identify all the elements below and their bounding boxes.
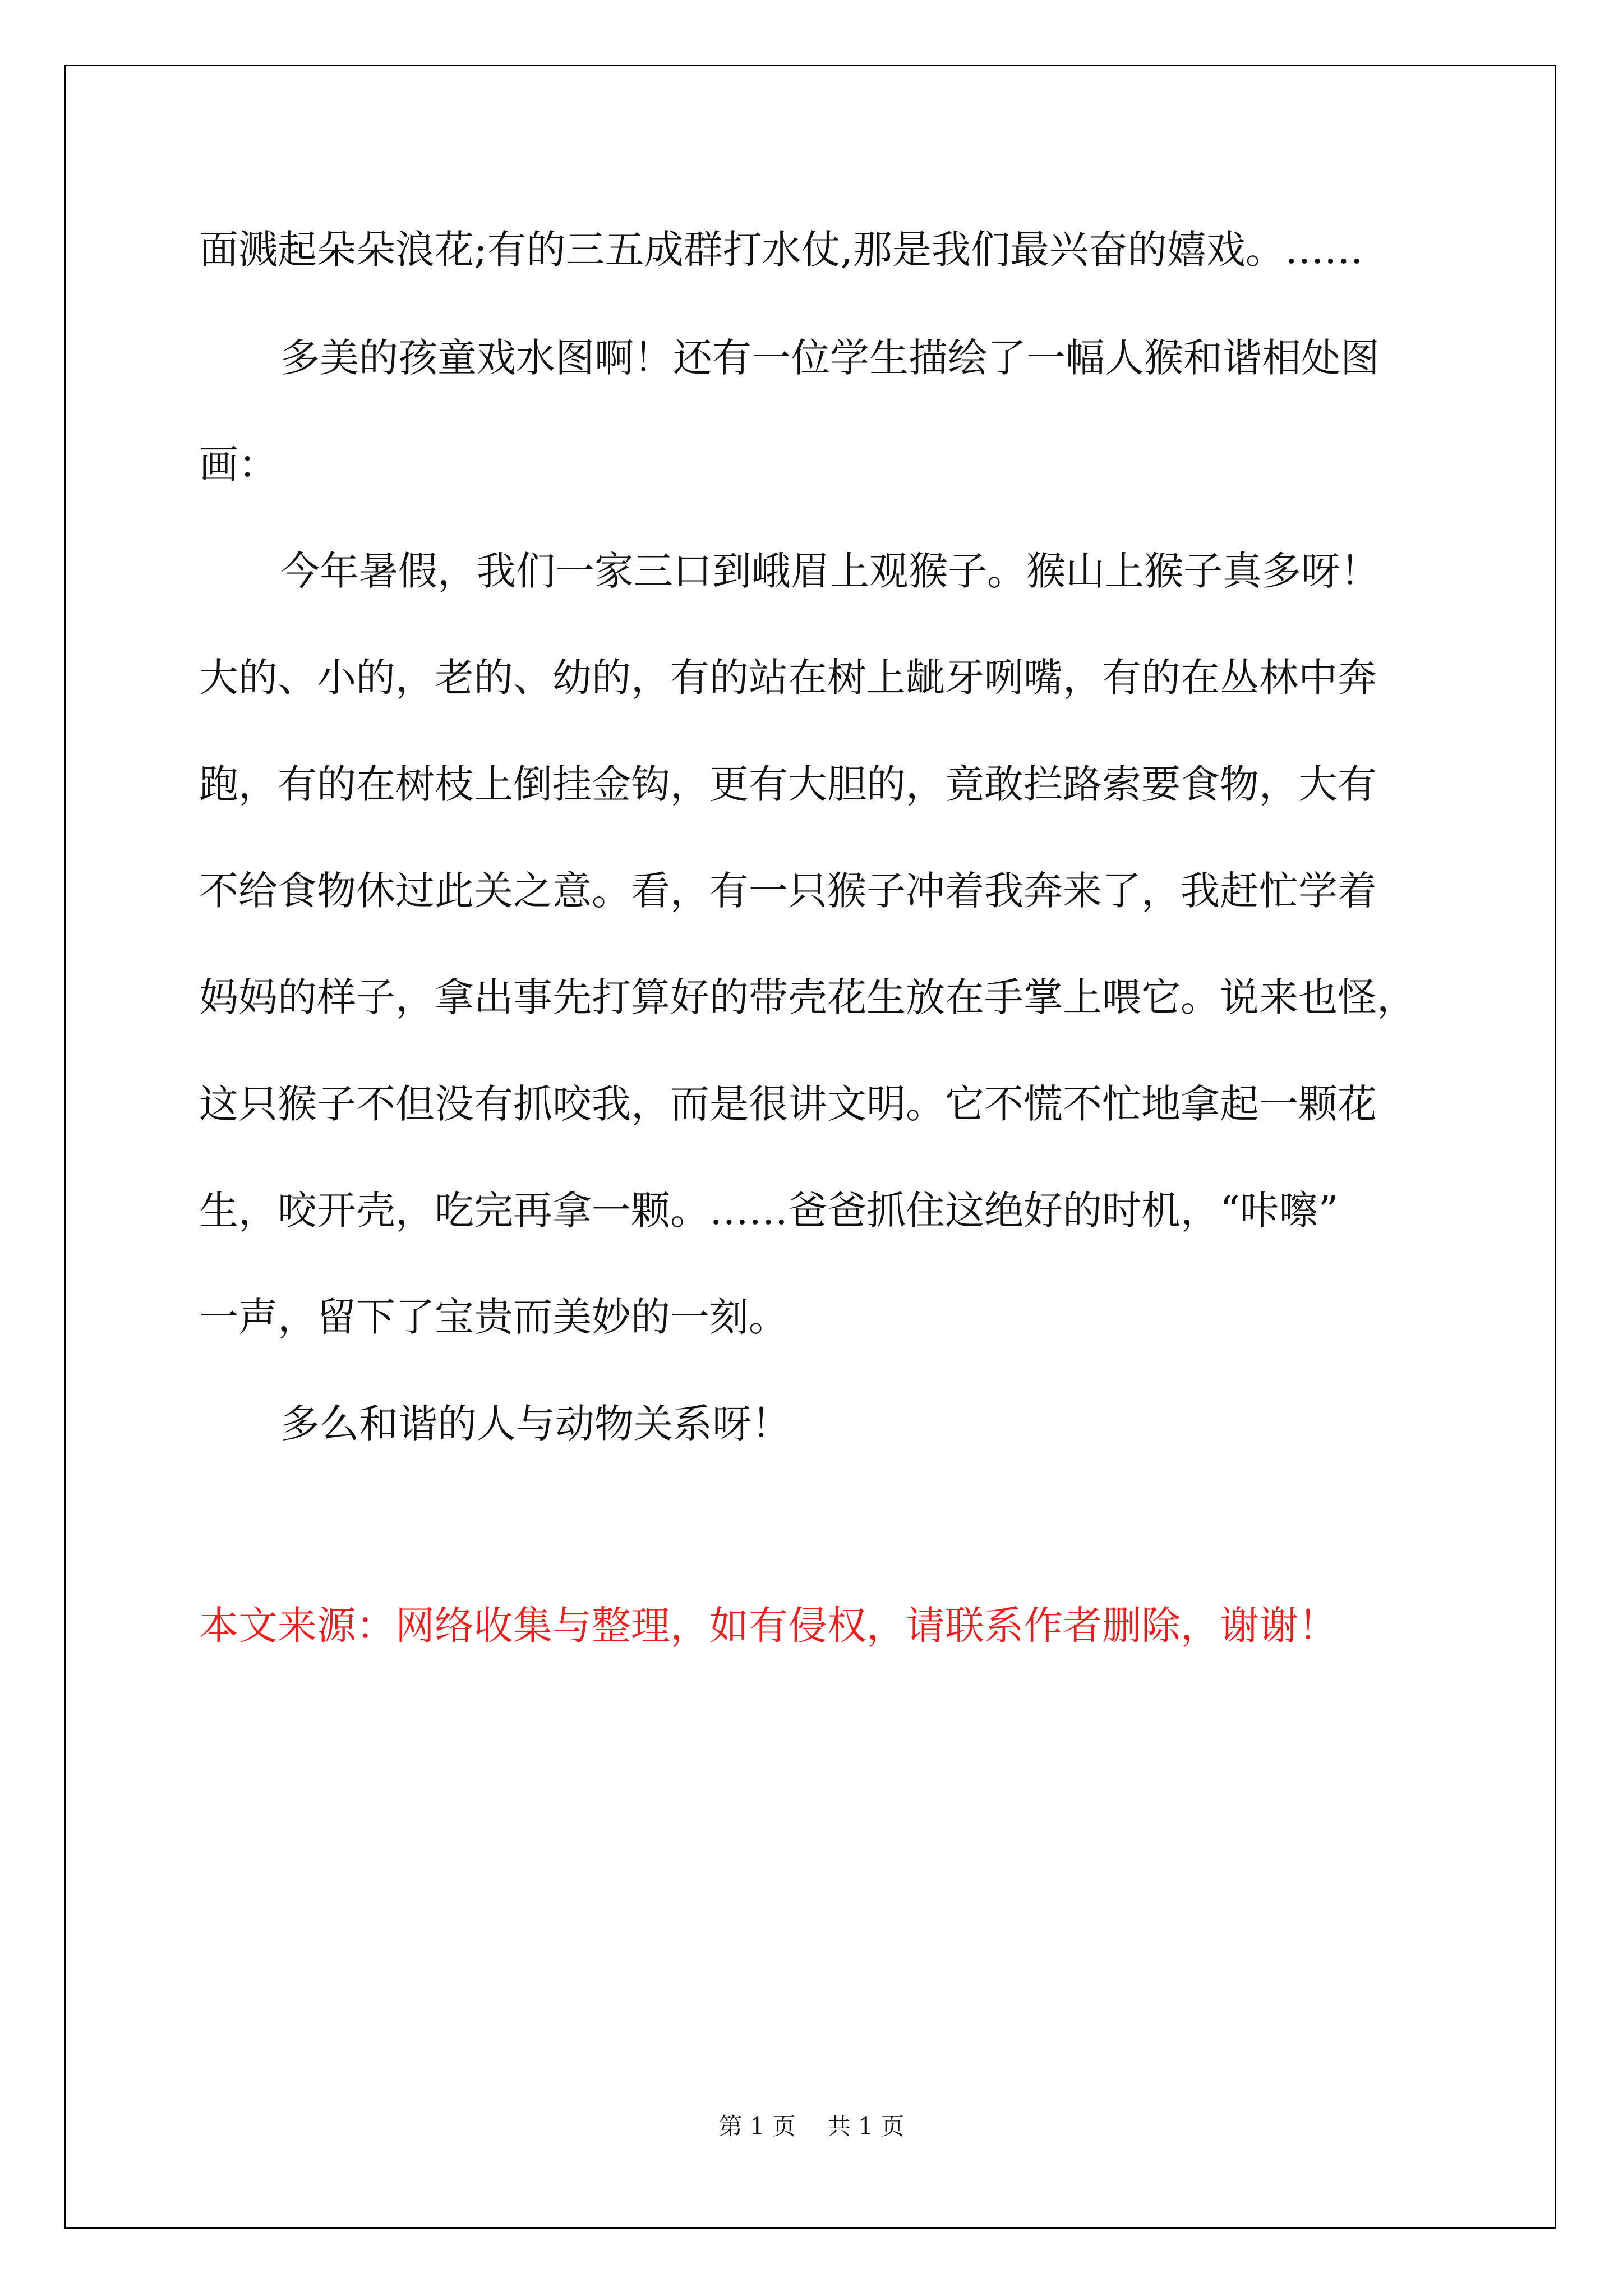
page-number: 第 1 页 [718, 2113, 796, 2140]
page-total: 共 1 页 [827, 2113, 905, 2140]
paragraph-line: 今年暑假，我们一家三口到峨眉上观猴子。猴山上猴子真多呀！ [280, 548, 1380, 594]
paragraph-line: 跑，有的在树枝上倒挂金钩，更有大胆的，竟敢拦路索要食物，大有 [199, 761, 1377, 807]
paragraph-line: 生，咬开壳，吃完再拿一颗。……爸爸抓住这绝好的时机，“咔嚓” [199, 1188, 1339, 1234]
source-note: 本文来源：网络收集与整理，如有侵权，请联系作者删除，谢谢！ [199, 1603, 1338, 1649]
paragraph-line: 这只猴子不但没有抓咬我，而是很讲文明。它不慌不忙地拿起一颗花 [199, 1081, 1377, 1127]
paragraph-line: 大的、小的，老的、幼的，有的站在树上龇牙咧嘴，有的在丛林中奔 [199, 655, 1377, 701]
paragraph-line: 画： [199, 441, 278, 487]
paragraph-line: 妈妈的样子，拿出事先打算好的带壳花生放在手掌上喂它。说来也怪， [199, 974, 1416, 1020]
paragraph-line: 一声，留下了宝贵而美妙的一刻。 [199, 1294, 788, 1340]
paragraph-line: 多么和谐的人与动物关系呀！ [280, 1401, 791, 1447]
paragraph-line: 面溅起朵朵浪花;有的三五成群打水仗,那是我们最兴奋的嬉戏。…… [199, 227, 1363, 273]
paragraph-line: 多美的孩童戏水图啊！还有一位学生描绘了一幅人猴和谐相处图 [280, 335, 1380, 381]
page-frame [64, 65, 1556, 2229]
page-footer [0, 2108, 1623, 2142]
paragraph-line: 不给食物休过此关之意。看，有一只猴子冲着我奔来了，我赶忙学着 [199, 868, 1377, 914]
